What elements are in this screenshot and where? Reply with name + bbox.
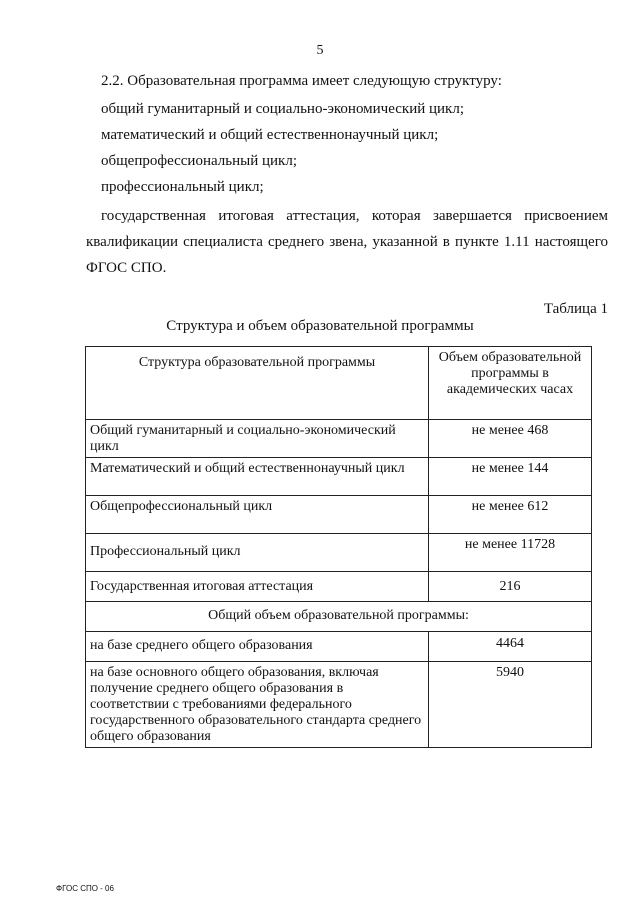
table-row — [86, 632, 592, 662]
row-structure: Математический и общий естественнонаучный цикл — [86, 458, 429, 496]
section-heading: 2.2. Образовательная программа имеет следующую структуру: — [101, 73, 502, 89]
row-volume: не менее 144 — [429, 458, 592, 496]
row-volume: не менее 468 — [429, 420, 592, 458]
row-volume: не менее 612 — [429, 496, 592, 534]
final-item-line-2: квалификации специалиста среднего звена, указанной в пункте 1.11 настоящего — [86, 234, 608, 250]
final-item-paragraph — [86, 203, 608, 281]
row-volume: 216 — [429, 572, 592, 602]
table-row — [86, 420, 592, 458]
program-structure-table — [85, 346, 592, 748]
summary-title-row — [86, 602, 592, 632]
page-number: 5 — [316, 43, 324, 58]
summary-title: Общий объем образовательной программы: — [86, 602, 592, 632]
row-volume: 4464 — [429, 632, 592, 662]
table-row — [86, 572, 592, 602]
row-structure: на базе среднего общего образования — [86, 632, 429, 662]
row-structure: Государственная итоговая аттестация — [86, 572, 429, 602]
row-volume: не менее 11728 — [429, 534, 592, 572]
structure-item-3: общепрофессиональный цикл; — [101, 153, 297, 169]
document-footer: ФГОС СПО - 06 — [56, 884, 114, 893]
table-row — [86, 662, 592, 748]
header-volume: Объем образовательной программы в академических часах — [429, 347, 592, 420]
row-structure: Общий гуманитарный и социально-экономический цикл — [86, 420, 429, 458]
table-label: Таблица 1 — [543, 301, 608, 317]
structure-item-1: общий гуманитарный и социально-экономический цикл; — [101, 101, 464, 117]
final-item-line-1: государственная итоговая аттестация, которая завершается присвоением — [101, 208, 608, 224]
table-row — [86, 534, 592, 572]
final-item-line-3: ФГОС СПО. — [86, 260, 167, 276]
row-structure: Общепрофессиональный цикл — [86, 496, 429, 534]
table-row — [86, 496, 592, 534]
structure-item-2: математический и общий естественнонаучный цикл; — [101, 127, 439, 143]
table-row — [86, 458, 592, 496]
row-structure: на базе основного общего образования, включая получение среднего общего образования в соответствии с требованиями федерального государственного образовательного стандарта среднего общего образования — [86, 662, 429, 748]
structure-item-4: профессиональный цикл; — [101, 179, 264, 195]
table-title: Структура и объем образовательной программы — [166, 318, 474, 334]
row-volume: 5940 — [429, 662, 592, 748]
header-structure: Структура образовательной программы — [86, 347, 429, 420]
row-structure: Профессиональный цикл — [86, 534, 429, 572]
table-header-row — [86, 347, 592, 420]
